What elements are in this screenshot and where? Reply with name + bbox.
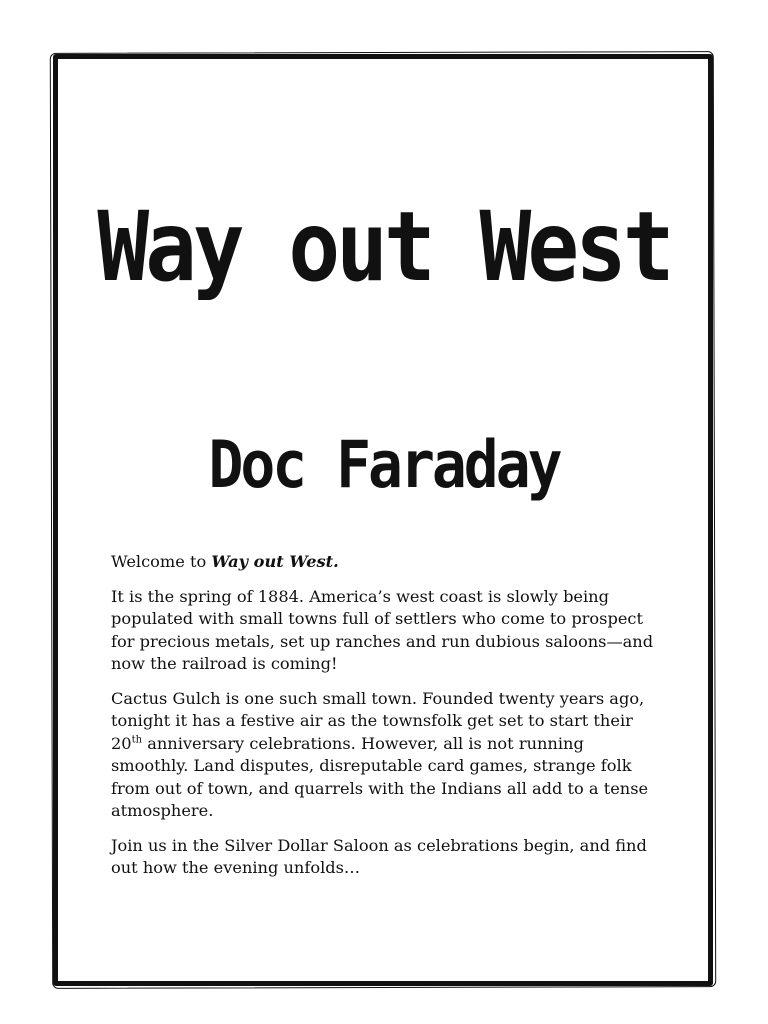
paragraph-town-start: Cactus Gulch is one such small town. Founded twenty years ago, tonight it has a festive air as the townsfolk get set to start their 20 [111,688,645,753]
intro-paragraph [111,551,656,574]
paragraph-town-end: anniversary celebrations. However, all is not running smoothly. Land disputes, disreputable card games, strange folk from out of town, and quarrels with the Indians all add to a tense atmosphere. [111,733,649,820]
ordinal-suffix: th [131,734,143,746]
document-title: Way out West [97,191,671,304]
paragraph-invitation: Join us in the Silver Dollar Saloon as celebrations begin, and find out how the evening unfolds… [111,835,647,877]
intro-game-title: Way out West. [211,552,339,571]
paragraph-town [111,688,656,823]
character-name: Doc Faraday [208,426,560,503]
intro-prefix: Welcome to [111,552,212,571]
paragraph-setting: It is the spring of 1884. America’s west coast is slowly being populated with small towns full of settlers who come to prospect for precious metals, set up ranches and run dubious saloons—and now the railroad is coming! [111,586,654,673]
document-body [111,551,656,892]
